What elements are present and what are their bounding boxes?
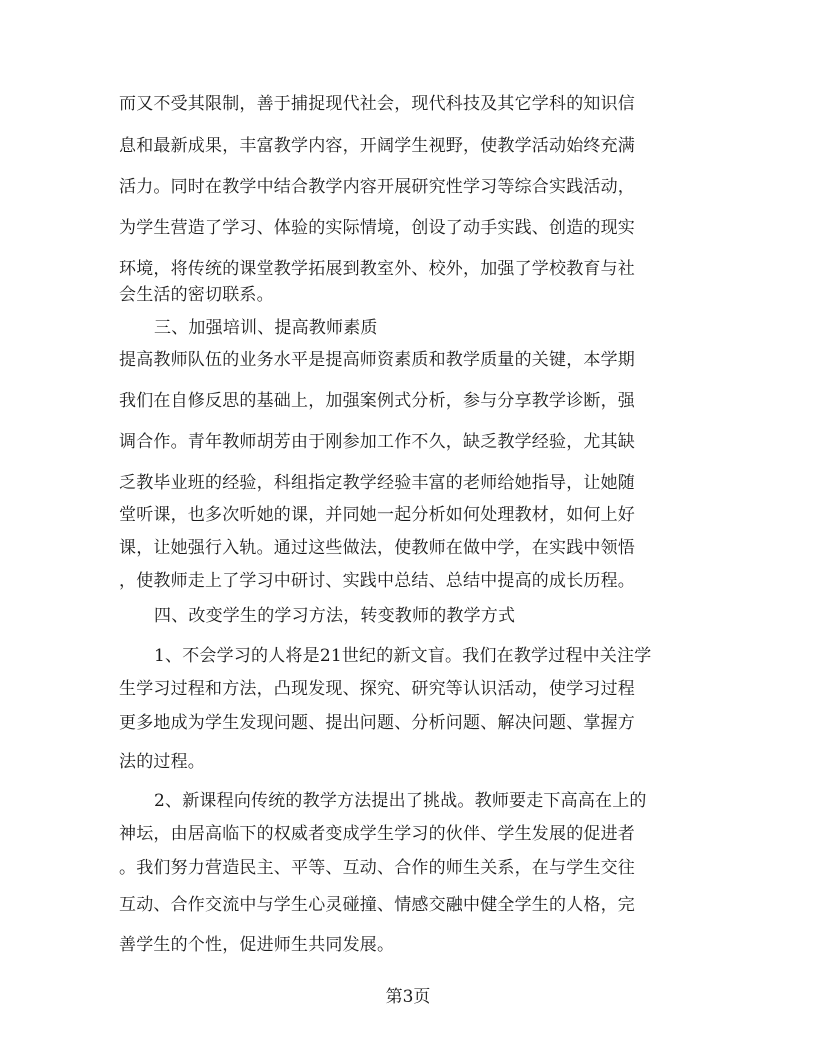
section-heading: 三、加强培训、提高教师素质 [154, 318, 378, 338]
body-text-line: 息和最新成果，丰富教学内容，开阔学生视野，使教学活动始终充满 [119, 136, 635, 156]
body-text-line: 乏教毕业班的经验，科组指定教学经验丰富的老师给她指导，让她随 [119, 473, 635, 493]
body-text-line: 为学生营造了学习、体验的实际情境，创设了动手实践、创造的现实 [119, 218, 635, 238]
body-text-line: 环境，将传统的课堂教学拓展到教室外、校外，加强了学校教育与社 [119, 259, 635, 279]
body-text-line: ，使教师走上了学习中研讨、实践中总结、总结中提高的成长历程。 [119, 571, 635, 591]
body-text-line: 生学习过程和方法，凸现发现、探究、研究等认识活动，使学习过程 [119, 679, 635, 699]
body-text-line: 会生活的密切联系。 [119, 285, 274, 305]
body-text-line: 更多地成为学生发现问题、提出问题、分析问题、解决问题、掌握方 [119, 713, 635, 733]
body-text-line: 调合作。青年教师胡芳由于刚参加工作不久，缺乏教学经验，尤其缺 [119, 432, 635, 452]
body-text-line: 活力。同时在教学中结合教学内容开展研究性学习等综合实践活动， [119, 177, 635, 197]
body-text-line: 互动、合作交流中与学生心灵碰撞、情感交融中健全学生的人格，完 [119, 895, 635, 915]
body-text-line: 。我们努力营造民主、平等、互动、合作的师生关系，在与学生交往 [119, 858, 635, 878]
page-number: 第3页 [385, 987, 431, 1007]
body-text-line: 法的过程。 [119, 752, 205, 772]
body-text-line: 我们在自修反思的基础上，加强案例式分析，参与分享教学诊断，强 [119, 391, 635, 411]
body-text-line: 1、不会学习的人将是21世纪的新文盲。我们在教学过程中关注学 [154, 646, 652, 666]
body-text-line: 课，让她强行入轨。通过这些做法，使教师在做中学，在实践中领悟 [119, 538, 635, 558]
body-text-line: 神坛，由居高临下的权威者变成学生学习的伙伴、学生发展的促进者 [119, 824, 635, 844]
body-text-line: 提高教师队伍的业务水平是提高师资素质和教学质量的关键，本学期 [119, 350, 635, 370]
section-heading: 四、改变学生的学习方法，转变教师的教学方式 [154, 606, 516, 626]
body-text-line: 堂听课，也多次听她的课，并同她一起分析如何处理教材，如何上好 [119, 505, 635, 525]
body-text-line: 2、新课程向传统的教学方法提出了挑战。教师要走下高高在上的 [154, 791, 647, 811]
body-text-line: 而又不受其限制，善于捕捉现代社会，现代科技及其它学科的知识信 [119, 94, 635, 114]
body-text-line: 善学生的个性，促进师生共同发展。 [119, 935, 395, 955]
